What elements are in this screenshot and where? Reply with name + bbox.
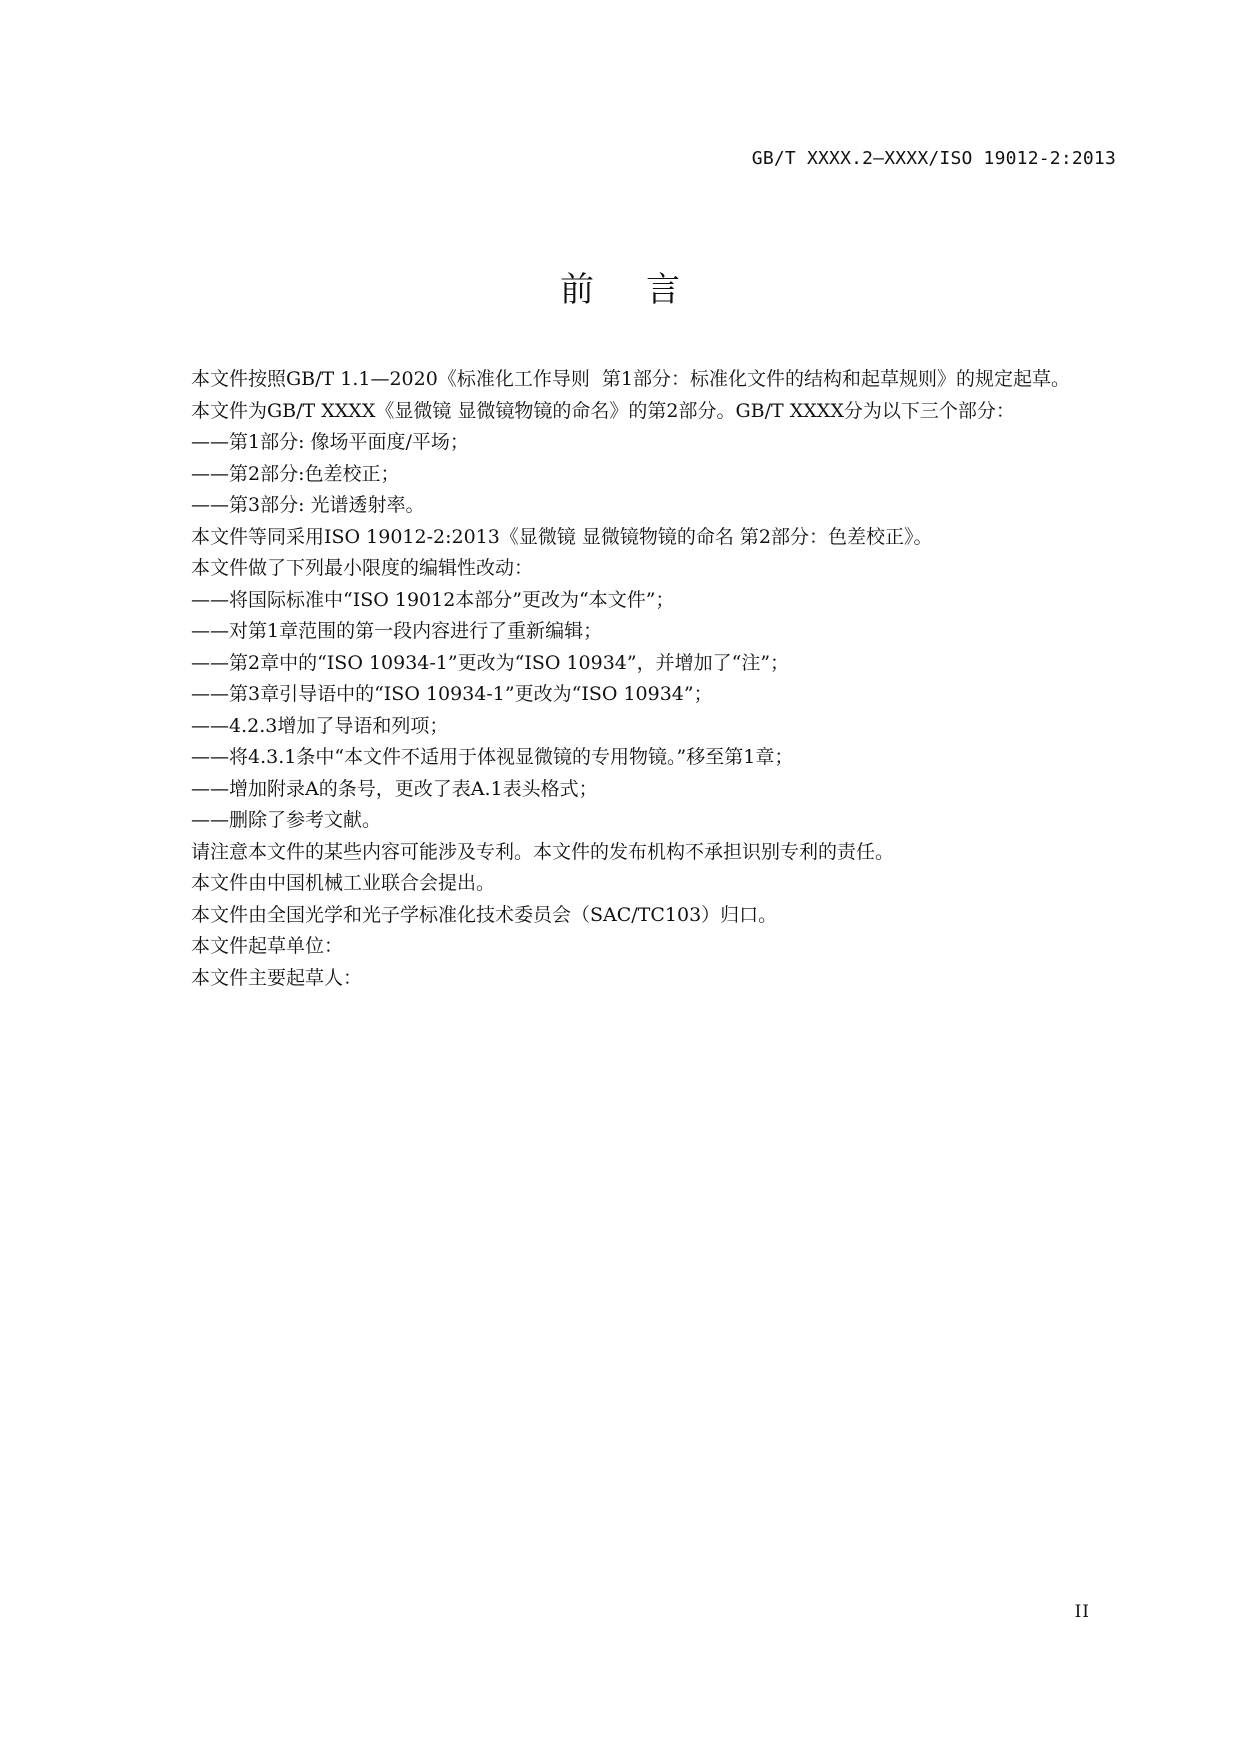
paragraph: 本文件按照GB/T 1.1—2020《标准化工作导则 第1部分：标准化文件的结构和起草规则》的规定起草。	[191, 368, 1070, 390]
list-item: ——第1部分: 像场平面度/平场；	[191, 431, 469, 453]
list-item: ——将国际标准中“ISO 19012本部分”更改为“本文件”；	[191, 588, 675, 611]
list-item: ——删除了参考文献。	[191, 809, 382, 831]
page-title: 前言	[560, 270, 732, 310]
paragraph: 本文件主要起草人：	[191, 966, 363, 989]
list-item: ——对第1章范围的第一段内容进行了重新编辑；	[191, 620, 603, 642]
foreword-body	[148, 364, 1118, 994]
list-item: ——增加附录A的条号，更改了表A.1表头格式；	[191, 777, 598, 800]
list-item: ——将4.3.1条中“本文件不适用于体视显微镜的专用物镜。”移至第1章；	[191, 746, 794, 768]
list-item: ——第3章引导语中的“ISO 10934-1”更改为“ISO 10934”；	[191, 683, 713, 705]
list-item: ——4.2.3增加了导语和列项；	[191, 714, 449, 737]
paragraph: 本文件由中国机械工业联合会提出。	[191, 872, 496, 894]
paragraph: 本文件由全国光学和光子学标准化技术委员会（SAC/TC103）归口。	[191, 903, 778, 926]
list-item: ——第2部分:色差校正；	[191, 462, 400, 485]
paragraph: 请注意本文件的某些内容可能涉及专利。本文件的发布机构不承担识别专利的责任。	[191, 840, 895, 863]
list-item: ——第3部分: 光谱透射率。	[191, 494, 425, 516]
paragraph: 本文件起草单位：	[191, 935, 344, 957]
paragraph: 本文件为GB/T XXXX《显微镜 显微镜物镜的命名》的第2部分。GB/T XXXX分为以下三个部分：	[191, 399, 1015, 422]
paragraph: 本文件等同采用ISO 19012-2:2013《显微镜 显微镜物镜的命名 第2部分：色差校正》。	[191, 525, 933, 548]
paragraph: 本文件做了下列最小限度的编辑性改动：	[191, 557, 534, 579]
list-item: ——第2章中的“ISO 10934-1”更改为“ISO 10934”，并增加了“注”；	[191, 651, 790, 674]
standard-code-header: GB/T XXXX.2—XXXX/ISO 19012-2:2013	[751, 148, 1116, 169]
page-number: II	[1074, 1602, 1090, 1622]
